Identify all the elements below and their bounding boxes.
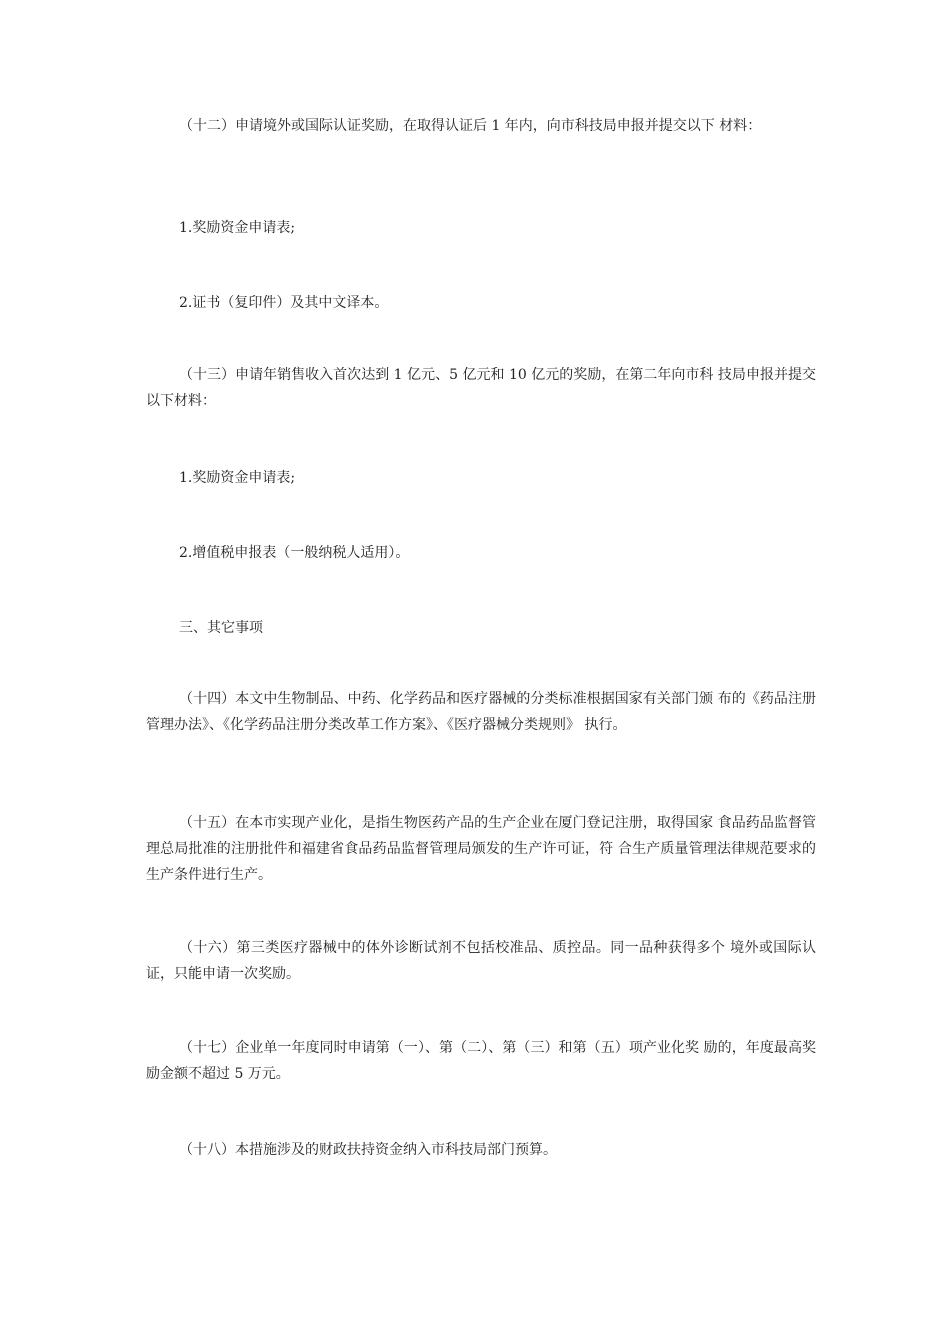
paragraph-16: （十六）第三类医疗器械中的体外诊断试剂不包括校准品、质控品。同一品种获得多个 境外或国际认证，只能申请一次奖励。: [146, 940, 816, 982]
paragraph-18: （十八）本措施涉及的财政扶持资金纳入市科技局部门预算。: [179, 1142, 557, 1158]
paragraph-14: （十四）本文中生物制品、中药、化学药品和医疗器械的分类标准根据国家有关部门颁 布的《药品注册管理办法》、《化学药品注册分类改革工作方案》、《医疗器械分类规则》 执行。: [146, 691, 816, 733]
paragraph-17: （十七）企业单一年度同时申请第（一）、第（二）、第（三）和第（五）项产业化奖 励的，年度最高奖励金额不超过 5 万元。: [146, 1040, 816, 1082]
paragraph-13-item-2: 2.增值税申报表（一般纳税人适用）。: [179, 545, 410, 561]
paragraph-13-item-1: 1.奖励资金申请表;: [179, 470, 296, 486]
section-heading-other-matters: 三、其它事项: [179, 620, 263, 636]
paragraph-12: （十二）申请境外或国际认证奖励，在取得认证后 1 年内，向市科技局申报并提交以下 材料：: [179, 118, 762, 134]
paragraph-12-item-2: 2.证书（复印件）及其中文译本。: [179, 295, 389, 311]
paragraph-15: （十五）在本市实现产业化，是指生物医药产品的生产企业在厦门登记注册，取得国家 食品药品监督管理总局批准的注册批件和福建省食品药品监督管理局颁发的生产许可证，符 合生产质量管理法律规范要求的生产条件进行生产。: [146, 815, 816, 883]
paragraph-12-item-1: 1.奖励资金申请表;: [179, 220, 296, 236]
paragraph-13: （十三）申请年销售收入首次达到 1 亿元、5 亿元和 10 亿元的奖励，在第二年向市科 技局申报并提交以下材料：: [146, 367, 816, 409]
